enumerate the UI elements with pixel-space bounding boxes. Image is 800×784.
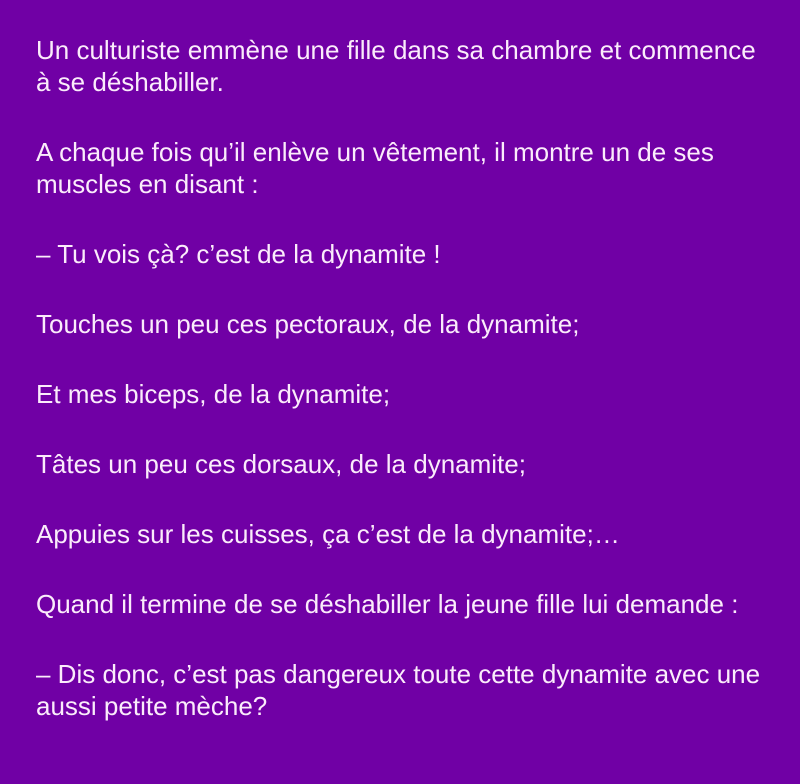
paragraph-intro: Un culturiste emmène une fille dans sa chambre et commence à se déshabiller. [36, 35, 756, 97]
paragraph-pectoraux: Touches un peu ces pectoraux, de la dynamite; [36, 309, 580, 339]
paragraph-dorsaux: Tâtes un peu ces dorsaux, de la dynamite; [36, 449, 526, 479]
paragraph-dynamite-1: – Tu vois çà? c’est de la dynamite ! [36, 239, 441, 269]
paragraph-muscles: A chaque fois qu’il enlève un vêtement, il montre un de ses muscles en disant : [36, 137, 714, 199]
paragraph-punchline: – Dis donc, c’est pas dangereux toute cette dynamite avec une aussi petite mèche? [36, 659, 761, 721]
paragraph-question-intro: Quand il termine de se déshabiller la jeune fille lui demande : [36, 589, 739, 619]
paragraph-cuisses: Appuies sur les cuisses, ça c’est de la dynamite;… [36, 519, 620, 549]
paragraph-biceps: Et mes biceps, de la dynamite; [36, 379, 391, 409]
joke-text-block [36, 34, 776, 760]
